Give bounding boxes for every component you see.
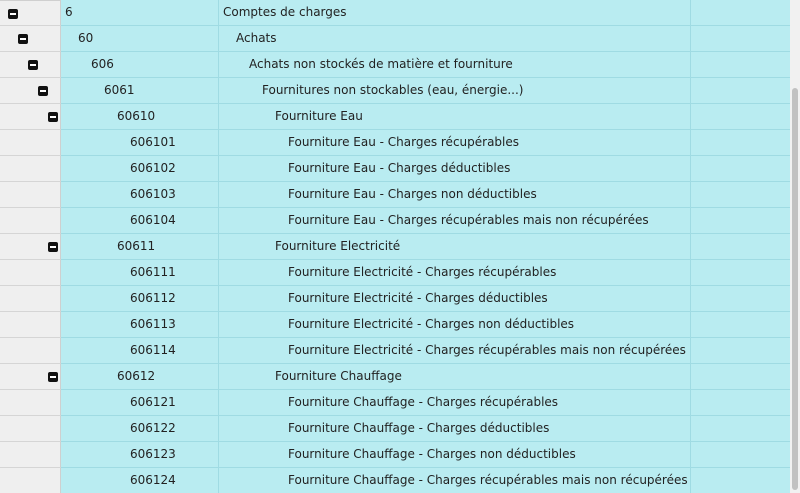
account-label-cell[interactable]: Fourniture Chauffage [219,364,691,390]
row-gutter [0,52,61,78]
account-label-cell[interactable]: Fourniture Chauffage - Charges non déductibles [219,442,691,468]
extra-cell[interactable] [691,468,790,493]
account-code-cell[interactable]: 6 [61,0,219,26]
table-row[interactable] [0,312,790,338]
account-label-cell[interactable]: Achats non stockés de matière et fourniture [219,52,691,78]
extra-cell[interactable] [691,338,790,364]
table-row[interactable] [0,260,790,286]
row-gutter [0,182,61,208]
extra-cell[interactable] [691,416,790,442]
table-row[interactable] [0,26,790,52]
row-gutter [0,286,61,312]
row-gutter [0,130,61,156]
account-code-cell[interactable]: 606103 [61,182,219,208]
row-gutter [0,338,61,364]
extra-cell[interactable] [691,390,790,416]
account-label-cell[interactable]: Fourniture Chauffage - Charges récupérables [219,390,691,416]
extra-cell[interactable] [691,52,790,78]
collapse-toggle-icon[interactable] [48,372,58,382]
extra-cell[interactable] [691,104,790,130]
table-row[interactable] [0,104,790,130]
row-gutter [0,104,61,130]
extra-cell[interactable] [691,130,790,156]
table-row[interactable] [0,234,790,260]
extra-cell[interactable] [691,0,790,26]
extra-cell[interactable] [691,442,790,468]
table-row[interactable] [0,208,790,234]
row-gutter [0,468,61,493]
account-code-cell[interactable]: 606101 [61,130,219,156]
account-code-cell[interactable]: 606123 [61,442,219,468]
account-code-cell[interactable]: 60610 [61,104,219,130]
account-label-cell[interactable]: Fourniture Electricité - Charges récupérables [219,260,691,286]
account-code-cell[interactable]: 606111 [61,260,219,286]
table-row[interactable] [0,390,790,416]
row-gutter [0,208,61,234]
account-code-cell[interactable]: 606113 [61,312,219,338]
extra-cell[interactable] [691,182,790,208]
extra-cell[interactable] [691,286,790,312]
account-label-cell[interactable]: Fourniture Eau - Charges récupérables [219,130,691,156]
account-label-cell[interactable]: Fourniture Chauffage - Charges récupérables mais non récupérées [219,468,691,493]
table-row[interactable] [0,468,790,493]
account-label-cell[interactable]: Fourniture Eau - Charges déductibles [219,156,691,182]
row-gutter [0,312,61,338]
account-code-cell[interactable]: 606121 [61,390,219,416]
extra-cell[interactable] [691,208,790,234]
collapse-toggle-icon[interactable] [28,60,38,70]
row-gutter [0,78,61,104]
account-label-cell[interactable]: Fourniture Eau - Charges récupérables mais non récupérées [219,208,691,234]
table-row[interactable] [0,364,790,390]
account-label-cell[interactable]: Fourniture Electricité - Charges déductibles [219,286,691,312]
account-code-cell[interactable]: 606124 [61,468,219,493]
account-code-cell[interactable]: 60611 [61,234,219,260]
account-label-cell[interactable]: Comptes de charges [219,0,691,26]
account-code-cell[interactable]: 60612 [61,364,219,390]
row-gutter [0,390,61,416]
account-code-cell[interactable]: 6061 [61,78,219,104]
extra-cell[interactable] [691,26,790,52]
extra-cell[interactable] [691,364,790,390]
table-row[interactable] [0,182,790,208]
extra-cell[interactable] [691,78,790,104]
row-gutter [0,0,61,26]
account-code-cell[interactable]: 606 [61,52,219,78]
account-code-cell[interactable]: 606114 [61,338,219,364]
account-code-cell[interactable]: 606104 [61,208,219,234]
collapse-toggle-icon[interactable] [38,86,48,96]
collapse-toggle-icon[interactable] [48,112,58,122]
extra-cell[interactable] [691,234,790,260]
row-gutter [0,260,61,286]
table-row[interactable] [0,442,790,468]
account-label-cell[interactable]: Fournitures non stockables (eau, énergie...) [219,78,691,104]
account-label-cell[interactable]: Fourniture Eau - Charges non déductibles [219,182,691,208]
collapse-toggle-icon[interactable] [8,9,18,19]
table-row[interactable] [0,78,790,104]
account-code-cell[interactable]: 60 [61,26,219,52]
collapse-toggle-icon[interactable] [48,242,58,252]
table-row[interactable] [0,286,790,312]
table-row[interactable] [0,52,790,78]
row-gutter [0,156,61,182]
account-code-cell[interactable]: 606102 [61,156,219,182]
account-label-cell[interactable]: Fourniture Eau [219,104,691,130]
extra-cell[interactable] [691,156,790,182]
scrollbar-thumb[interactable] [792,88,798,490]
account-label-cell[interactable]: Fourniture Electricité [219,234,691,260]
table-row[interactable] [0,0,790,26]
account-code-cell[interactable]: 606112 [61,286,219,312]
table-row[interactable] [0,156,790,182]
row-gutter [0,416,61,442]
row-gutter [0,442,61,468]
account-label-cell[interactable]: Fourniture Electricité - Charges non déductibles [219,312,691,338]
row-gutter [0,364,61,390]
table-row[interactable] [0,130,790,156]
extra-cell[interactable] [691,312,790,338]
table-row[interactable] [0,416,790,442]
account-code-cell[interactable]: 606122 [61,416,219,442]
row-gutter [0,26,61,52]
row-gutter [0,234,61,260]
account-label-cell[interactable]: Fourniture Chauffage - Charges déductibles [219,416,691,442]
extra-cell[interactable] [691,260,790,286]
account-label-cell[interactable]: Fourniture Electricité - Charges récupérables mais non récupérées [219,338,691,364]
collapse-toggle-icon[interactable] [18,34,28,44]
vertical-scrollbar[interactable] [790,0,800,493]
account-label-cell[interactable]: Achats [219,26,691,52]
table-row[interactable] [0,338,790,364]
